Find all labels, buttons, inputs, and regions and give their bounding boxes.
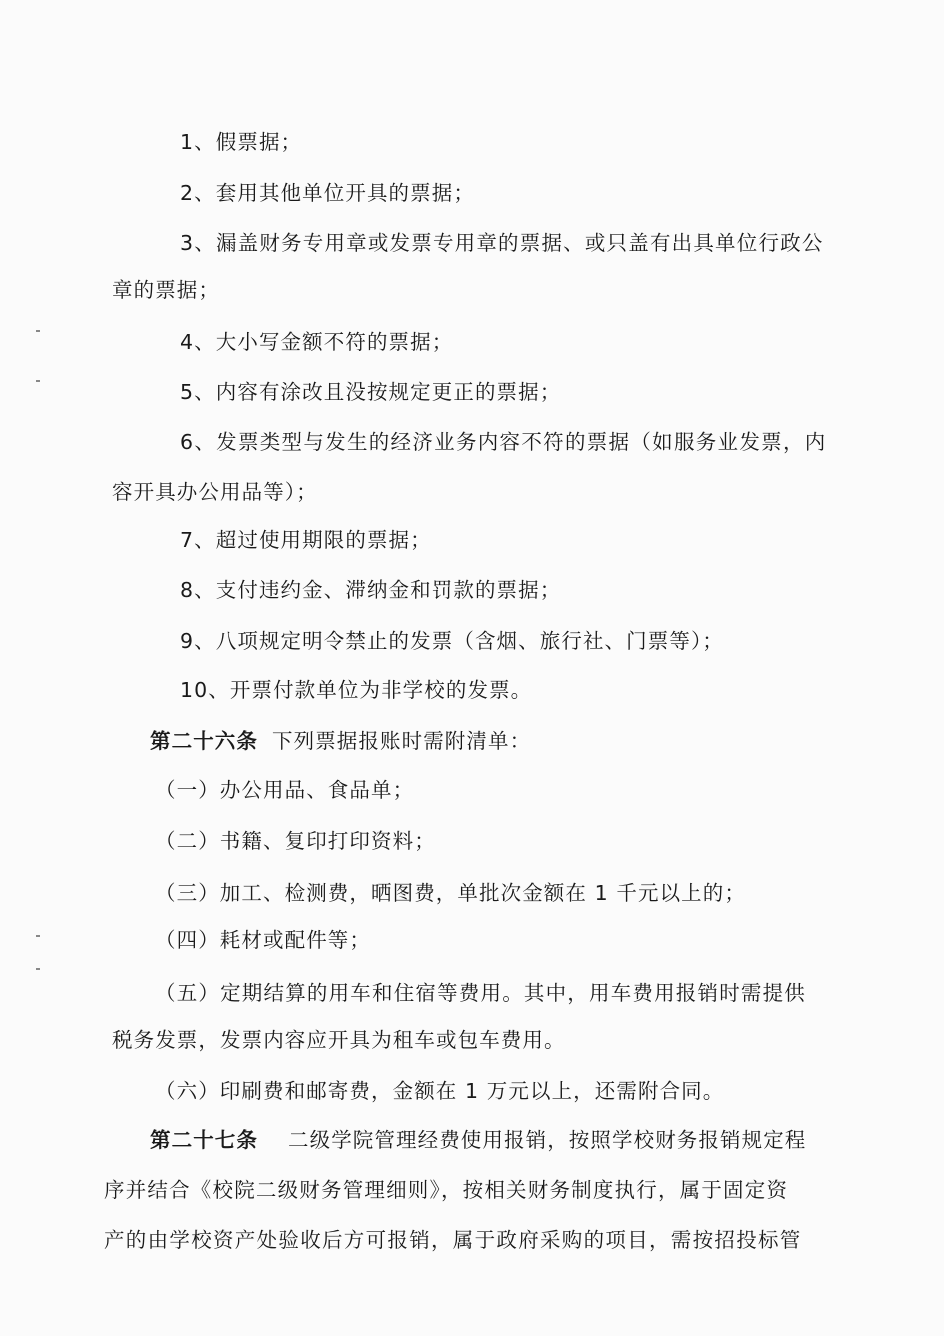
list-item: 9、八项规定明令禁止的发票（含烟、旅行社、门票等）； <box>180 629 724 653</box>
list-item: 8、支付违约金、滞纳金和罚款的票据； <box>180 578 562 602</box>
list-item: 1、假票据； <box>180 130 303 154</box>
article-label: 第二十七条 <box>150 1128 258 1152</box>
list-item: （一）办公用品、食品单； <box>155 778 415 802</box>
article-27-heading <box>150 1127 806 1153</box>
list-item: 10、开票付款单位为非学校的发票。 <box>180 678 533 702</box>
paragraph-line: 产的由学校资产处验收后方可报销，属于政府采购的项目，需按招投标管 <box>104 1228 802 1252</box>
article-text: 下列票据报账时需附清单： <box>272 729 532 753</box>
list-item: 5、内容有涂改且没按规定更正的票据； <box>180 380 562 404</box>
scan-speck <box>36 330 40 332</box>
list-item: （五）定期结算的用车和住宿等费用。其中，用车费用报销时需提供 <box>155 981 806 1005</box>
scan-speck <box>36 380 40 382</box>
list-item-continuation: 章的票据； <box>112 278 220 302</box>
list-item: 2、套用其他单位开具的票据； <box>180 181 475 205</box>
list-item: 3、漏盖财务专用章或发票专用章的票据、或只盖有出具单位行政公 <box>180 231 824 255</box>
list-item: （六）印刷费和邮寄费，金额在 1 万元以上，还需附合同。 <box>155 1079 725 1103</box>
list-item: 4、大小写金额不符的票据； <box>180 330 454 354</box>
list-item: 6、发票类型与发生的经济业务内容不符的票据（如服务业发票，内 <box>180 430 827 454</box>
list-item-continuation: 容开具办公用品等）； <box>112 480 318 504</box>
list-item: （四）耗材或配件等； <box>155 928 371 952</box>
list-item-continuation: 税务发票，发票内容应开具为租车或包车费用。 <box>112 1028 566 1052</box>
article-text: 二级学院管理经费使用报销，按照学校财务报销规定程 <box>288 1128 807 1152</box>
list-item: 7、超过使用期限的票据； <box>180 528 432 552</box>
article-26-heading <box>150 728 531 754</box>
paragraph-line: 序并结合《校院二级财务管理细则》，按相关财务制度执行，属于固定资 <box>104 1178 789 1202</box>
scan-speck <box>36 968 40 970</box>
list-item: （二）书籍、复印打印资料； <box>155 829 436 853</box>
list-item: （三）加工、检测费，晒图费，单批次金额在 1 千元以上的； <box>155 881 746 905</box>
article-label: 第二十六条 <box>150 729 258 753</box>
scan-speck <box>36 935 40 937</box>
